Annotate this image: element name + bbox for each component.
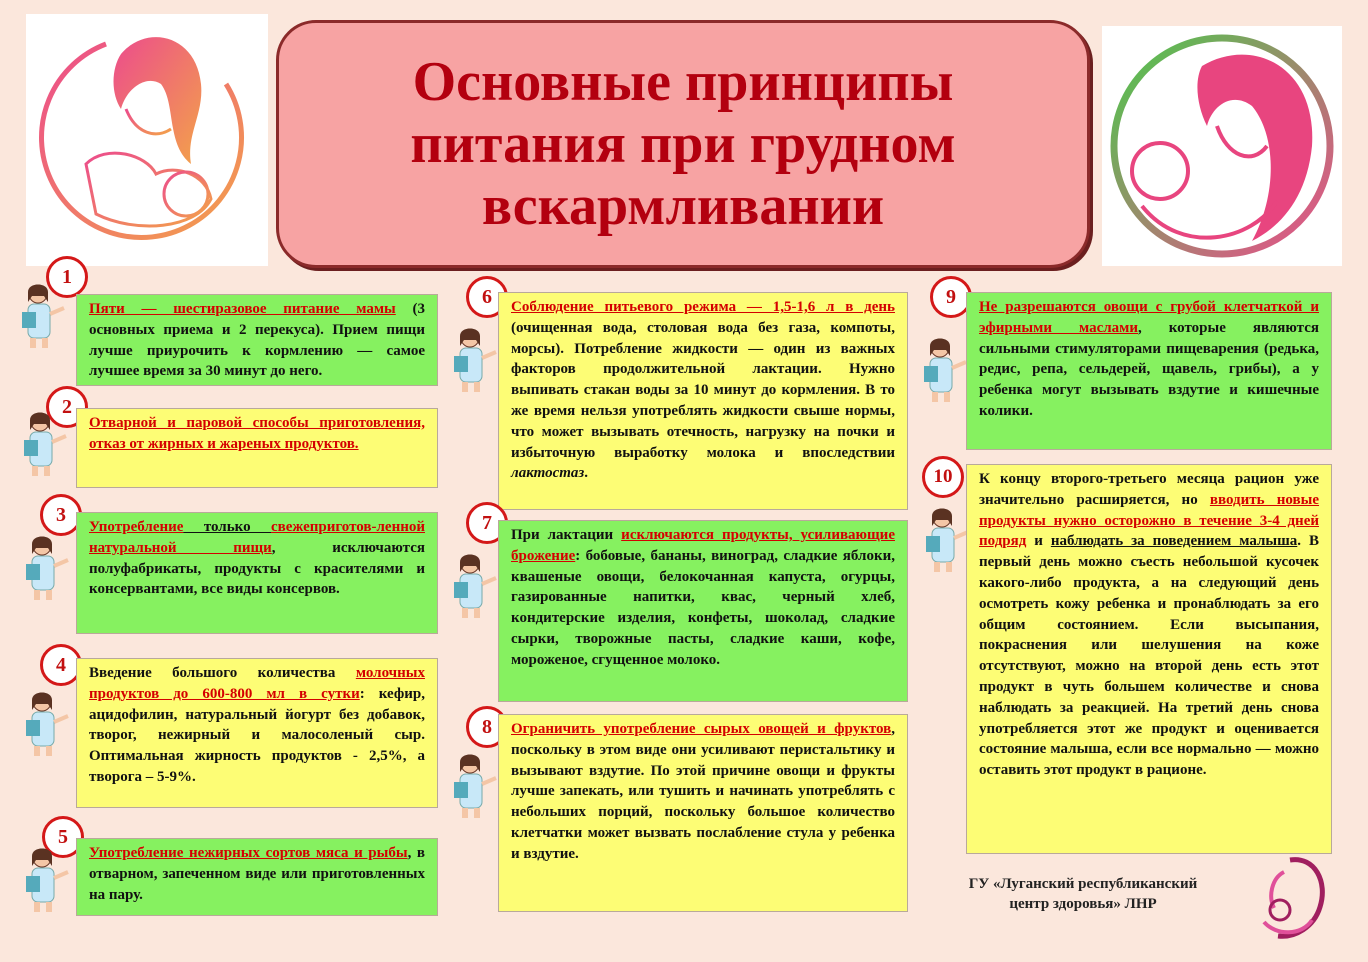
organization-credit: ГУ «Луганский республиканский центр здоровья» ЛНР xyxy=(968,876,1198,912)
principle-card-10: К концу второго-третьего месяца рацион уже значительно расширяется, но вводить новые продукты нужно осторожно в течение 3-4 дней подряд и наблюдать за поведением малыша. В первый день можно съесть небольшой кусочек какого-либо продукта, а на следующий день осмотреть кожу ребенка и пронаблюдать за его общим состоянием. Если высыпания, покраснения или шелушения на коже отсутствуют, можно на второй день есть этот продукт в чуть большем количестве и снова наблюдать за реакцией. На третий день снова употребляется этот же продукт и оценивается состояние малыша, если все нормально — можно оставить этот продукт в рационе. xyxy=(966,464,1332,854)
nurse-icon xyxy=(18,846,70,912)
number-badge-5: 5 xyxy=(42,816,84,858)
mother-breastfeeding-logo xyxy=(26,14,268,266)
mother-baby-small-logo xyxy=(1250,852,1330,944)
number-badge-2: 2 xyxy=(46,386,88,428)
number-badge-9: 9 xyxy=(930,276,972,318)
nurse-icon xyxy=(918,506,970,572)
nurse-icon xyxy=(446,326,498,392)
principle-card-1: Пяти — шестиразовое питание мамы (3 основных приема и 2 перекуса). Прием пищи лучше приурочить к кормлению — самое лучшее время за 30 минут до него. xyxy=(76,294,438,386)
principle-card-2: Отварной и паровой способы приготовления, отказ от жирных и жареных продуктов. xyxy=(76,408,438,488)
number-badge-7: 7 xyxy=(466,502,508,544)
number-badge-4: 4 xyxy=(40,644,82,686)
number-badge-10: 10 xyxy=(922,456,964,498)
nurse-icon xyxy=(446,752,498,818)
principle-card-4: Введение большого количества молочных продуктов до 600-800 мл в сутки: кефир, ацидофилин, натуральный йогурт без добавок, творог, нежирный и малосоленый сыр. Оптимальная жирность продуктов - 2,5%, а творога – 5-9%. xyxy=(76,658,438,808)
nurse-icon xyxy=(18,534,70,600)
nurse-icon xyxy=(446,552,498,618)
mother-child-circle-logo xyxy=(1102,26,1342,266)
nurse-icon xyxy=(16,410,68,476)
page-title: Основные принципы питания при грудном вскармливании xyxy=(410,51,956,237)
number-badge-8: 8 xyxy=(466,706,508,748)
number-badge-1: 1 xyxy=(46,256,88,298)
principle-card-6: Соблюдение питьевого режима — 1,5-1,6 л в день (очищенная вода, столовая вода без газа, компоты, морсы). Потребление жидкости — один из важных факторов продолжительной лактации. Нужно выпивать стакан воды за 10 минут до кормления. В то же время нельзя употреблять жидкости свыше нормы, что может вызывать отечность, нагрузку на почки и избыточную выработку молока и впоследствии лактостаз. xyxy=(498,292,908,510)
number-badge-6: 6 xyxy=(466,276,508,318)
principle-card-9: Не разрешаются овощи с грубой клетчаткой и эфирными маслами, которые являются сильными стимуляторами пищеварения (редька, редис, репа, сельдерей, щавель, грибы), а у ребенка могут вызывать вздутие и кишечные колики. xyxy=(966,292,1332,450)
principle-card-5: Употребление нежирных сортов мяса и рыбы, в отварном, запеченном виде или приготовленных на пару. xyxy=(76,838,438,916)
principle-card-8: Ограничить употребление сырых овощей и фруктов, поскольку в этом виде они усиливают перистальтику и вызывают вздутие. По этой причине овощи и фрукты лучше запекать, или тушить и начинать употреблять с небольших порций, поскольку большое количество клетчатки может вызвать послабление стула у ребенка и вздутие. xyxy=(498,714,908,912)
principle-card-3: Употребление только свежеприготов-ленной натуральной пищи, исключаются полуфабрикаты, продукты с красителями и консервантами, все виды консервов. xyxy=(76,512,438,634)
nurse-icon xyxy=(18,690,70,756)
number-badge-3: 3 xyxy=(40,494,82,536)
principle-card-7: При лактации исключаются продукты, усиливающие брожение: бобовые, бананы, виноград, сладкие яблоки, квашеные овощи, белокочанная капуста, огурцы, газированные напитки, квас, черный хлеб, кондитерские изделия, конфеты, шоколад, сладкие сырки, творожные пасты, сладкие каши, кофе, мороженое, сгущенное молоко. xyxy=(498,520,908,702)
nurse-icon xyxy=(14,282,66,348)
nurse-icon xyxy=(916,336,968,402)
title-banner xyxy=(276,20,1090,268)
